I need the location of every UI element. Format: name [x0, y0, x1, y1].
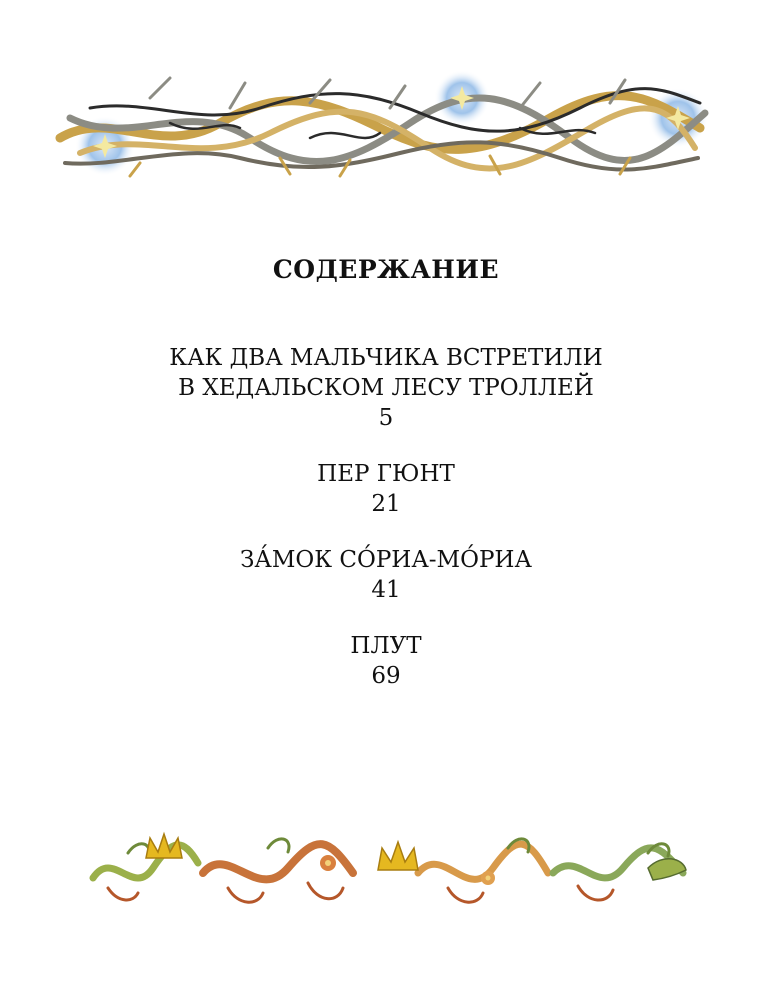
- flower-icon: [320, 855, 336, 871]
- toc-entry-title: ЗА́МОК СО́РИА-МО́РИА: [240, 547, 532, 573]
- page-title: СОДЕРЖАНИЕ: [272, 255, 500, 284]
- crown-icon: [378, 842, 418, 870]
- toc-entry-title: ПЕР ГЮНТ: [317, 461, 455, 487]
- toc-entry-page: 5: [378, 405, 394, 431]
- dragon-head-icon: [648, 859, 686, 880]
- branches-ornament: [50, 68, 710, 180]
- flower-icon: [481, 871, 495, 885]
- toc-entry-page: 69: [371, 663, 401, 689]
- scroll-ornament: [88, 818, 688, 914]
- toc-entry-page: 41: [371, 577, 401, 603]
- toc-entry: [0, 631, 772, 691]
- toc-entry-title: ПЛУТ: [350, 633, 422, 659]
- toc-entry-page: 21: [371, 491, 401, 517]
- table-of-contents: [0, 343, 772, 717]
- toc-entry: [0, 459, 772, 519]
- crown-icon: [146, 834, 182, 858]
- toc-entry-title: В ХЕДАЛЬСКОМ ЛЕСУ ТРОЛЛЕЙ: [178, 375, 594, 401]
- toc-entry-title: КАК ДВА МАЛЬЧИКА ВСТРЕТИЛИ: [169, 345, 603, 371]
- toc-entry: [0, 545, 772, 605]
- toc-entry: [0, 343, 772, 433]
